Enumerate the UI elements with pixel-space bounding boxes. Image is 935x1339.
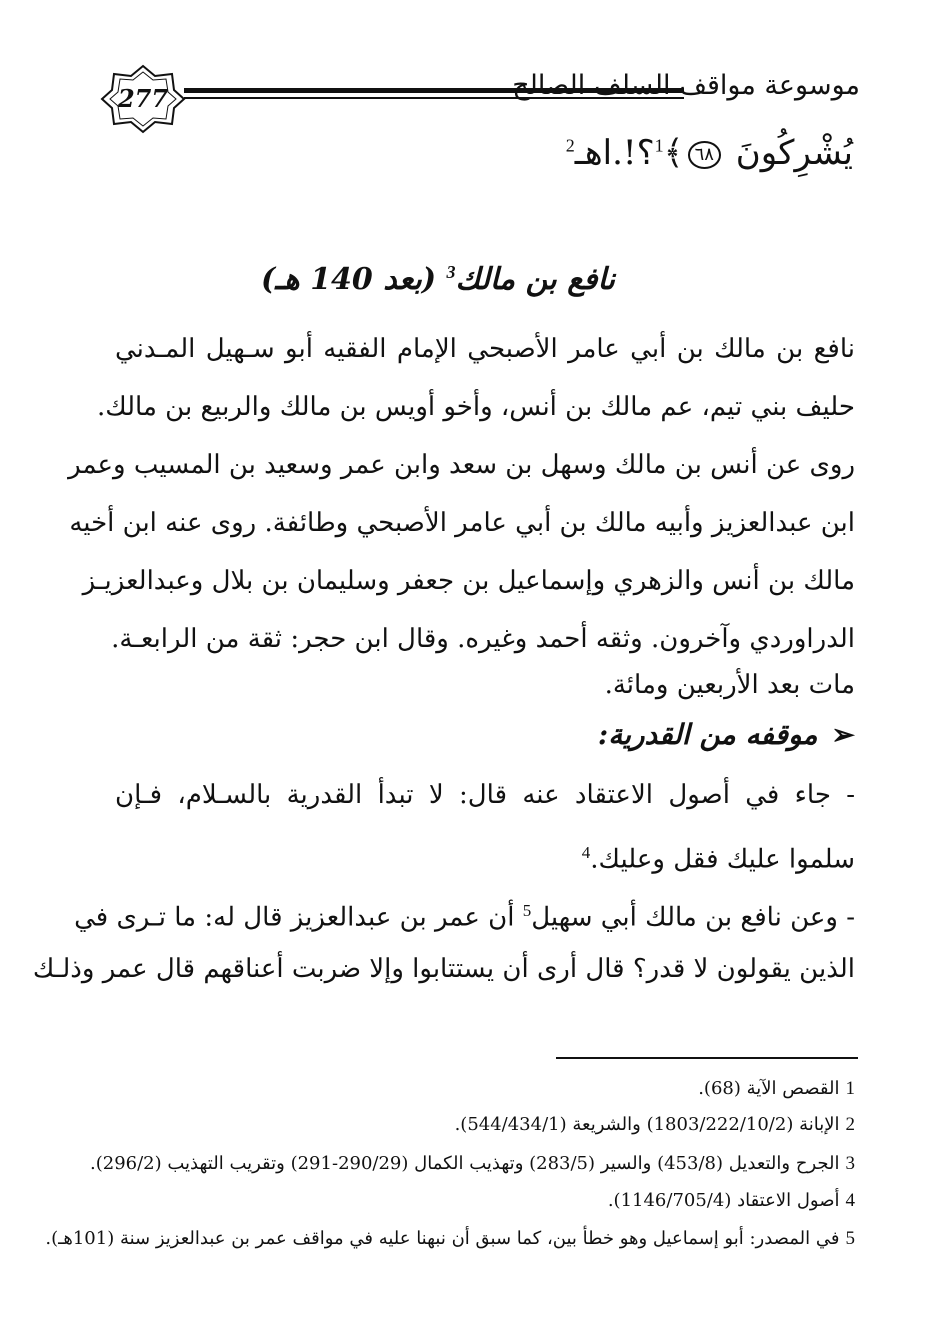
body-line: الدراوردي وآخرون. وثقه أحمد وغيره. وقال ابن حجر: ثقة من الرابعـة. [111,624,855,654]
body-line: - جاء في أصول الاعتقاد عنه قال: لا تبدأ القدرية بالسـلام، فـإن [115,780,855,810]
footnote-ref: 1 [654,135,664,156]
body-line: نافع بن مالك بن أبي عامر الأصبحي الإمام الفقيه أبو سـهيل المـدني [115,334,855,364]
verse-text: يُشْرِكُونَ [735,133,853,173]
footnote-separator [556,1057,858,1059]
section-subheading [598,718,855,751]
body-line: حليف بني تيم، عم مالك بن أنس، وأخو أويس بن مالك والربيع بن مالك. [96,392,855,422]
heading-name: نافع بن مالك [455,262,615,297]
series-title: موسوعة مواقف السلف الصالح [512,70,860,101]
ayah-number-marker: ٦٨ [688,141,721,169]
footnote-ref: 4 [581,843,591,862]
footnote: 4أصول الاعتقاد (1146/705/4). [607,1190,855,1211]
body-line: مالك بن أنس والزهري وإسماعيل بن جعفر وسليمان بن بلال وعبدالعزيـز [82,566,855,596]
verse-tail: ؟!.اهـ [574,133,655,173]
biography-heading [261,262,615,297]
footnote: 2الإبانة (1803/222/10/2) والشريعة (544/434/1). [454,1114,855,1135]
verse-ending: يُشْرِكُونَ ٦٨﴾$^1$؟!.اهـ$^2$ [565,133,853,173]
footnote: 1القصص الآية (68). [698,1078,855,1099]
arrow-bullet-icon: ➢ [831,718,855,751]
body-line: روى عن أنس بن مالك وسهل بن سعد وابن عمر وسعيد بن المسيب وعمر [68,450,855,480]
page-number: 277 [117,84,169,113]
footnote: 3الجرح والتعديل (453/8) والسير (283/5) وتهذيب الكمال (290/29-291) وتقريب التهذيب (296/2). [90,1153,855,1174]
footnote: 5في المصدر: أبو إسماعيل وهو خطأ بين، كما سبق أن نبهنا عليه في مواقف عمر بن عبدالعزيز سنة (101هـ). [45,1228,855,1249]
body-line: الذين يقولون لا قدر؟ قال أرى أن يستتابوا وإلا ضربت أعناقهم قال عمر وذلـك [32,954,855,984]
footnote-ref: 5 [522,901,532,920]
page-header [100,58,860,140]
subheading-text: موقفه من القدرية: [597,718,818,751]
body-line: ابن عبدالعزيز وأبيه مالك بن أبي عامر الأصبحي وطائفة. روى عنه ابن أخيه [69,508,855,538]
heading-date: (بعد 140 هـ) [260,262,437,297]
footnote-ref: 2 [565,135,575,156]
footnote-ref: 3 [446,262,456,282]
body-line: مات بعد الأربعين ومائة. [604,670,855,700]
page-number-badge [100,64,186,134]
body-line: سلموا عليك فقل وعليك.$^4$ [581,843,855,875]
body-line: - وعن نافع بن مالك أبي سهيل$^5$ أن عمر بن عبدالعزيز قال له: ما تـرى في [74,901,855,933]
